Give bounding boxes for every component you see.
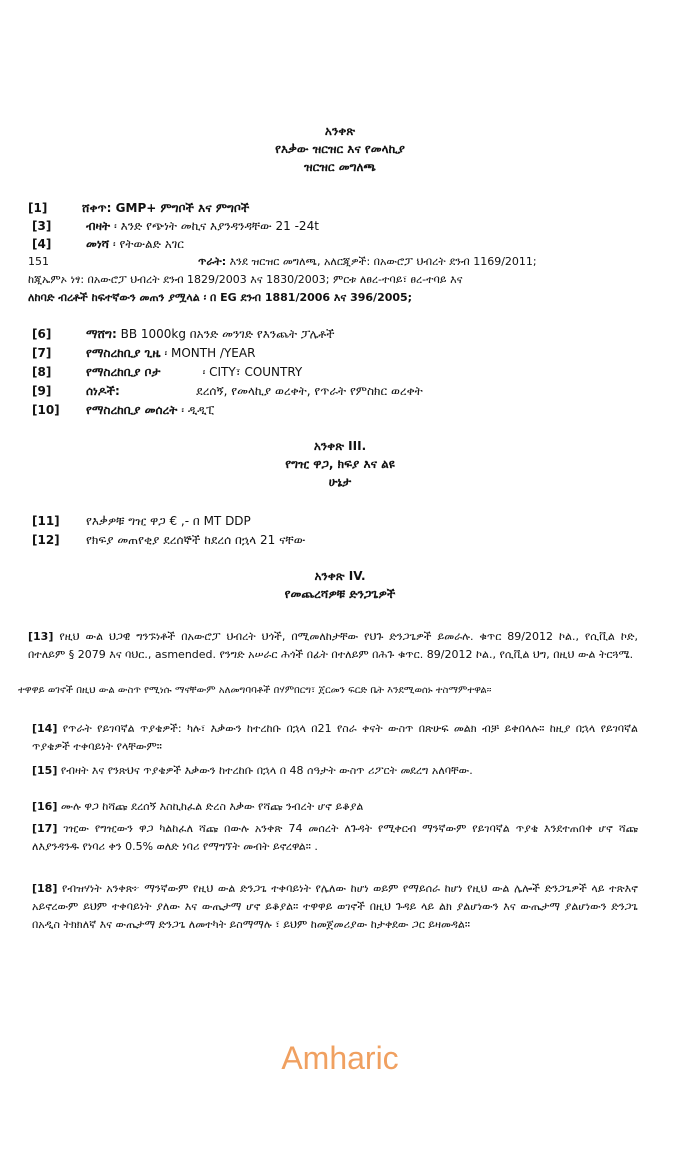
clause-number: [6] bbox=[32, 327, 52, 341]
clause-label: የማስረከቢያ ጊዜ bbox=[86, 346, 161, 360]
heading-line: የግዢ ዋጋ, ክፍያ እና ልዩ bbox=[285, 457, 395, 471]
heading-line: ሁኔታ bbox=[328, 475, 352, 489]
clause-text-line: ለከባድ ብረቶች ከፍተኛውን መጠን ያሟላል ፡ በ EG ደንብ 1881/2006 እና 396/2005; bbox=[28, 291, 413, 304]
clause-value: ደረሰኝ, የመላኪያ ወረቀት, የጥራት የምስክር ወረቀት bbox=[119, 384, 423, 398]
clause-label: ሰነዶች: bbox=[86, 384, 120, 398]
clause-text: የክፍያ መጠየቂያ ደረሰኞች ከደረሰ በኋላ 21 ናቸው bbox=[86, 533, 306, 547]
clause-13-extra: ተዋዋይ ወገኖች በዚህ ውል ውስጥ የሚነሱ ማናቸውም አለመግባባቶች በሃምበርግ፣ ጀርመን ፍርድ ቤት እንደሚወሰኑ ተስማምተዋል። bbox=[18, 685, 492, 696]
clause-number: [11] bbox=[32, 514, 60, 528]
clause-item-1 bbox=[28, 200, 249, 216]
clause-item-10 bbox=[32, 402, 214, 418]
clause-number: [15] bbox=[32, 764, 58, 777]
heading-line: አንቀጽ III. bbox=[313, 439, 367, 453]
clause-value: GMP+ ምግቦች እና ምግቦች bbox=[111, 201, 250, 215]
clause-item-12 bbox=[32, 532, 305, 548]
clause-item-4 bbox=[32, 236, 184, 252]
clause-label: የማስረከቢያ መሰረት bbox=[86, 403, 178, 417]
clause-16 bbox=[32, 798, 638, 816]
clause-text: የጥራት የይገባኛል ጥያቄዎች: ካሉ፣ እቃውን ከተረከቡ በኋላ በ21 የስራ ቀናት ውስጥ በጽሁፍ መልክ ብቻ ይቀበላሉ። ከዚያ በኋላ የይገባኛል ጥያቄዎች ተቀባይነት የላቸውም። bbox=[32, 722, 639, 753]
clause-number: [7] bbox=[32, 346, 52, 360]
clause-item-7 bbox=[32, 345, 255, 361]
clause-label: ሸቀጥ: bbox=[82, 201, 112, 215]
clause-text: የእቃዎቹ ግዢ ዋጋ € ,- በ MT DDP bbox=[86, 514, 251, 528]
clause-number: [17] bbox=[32, 822, 58, 835]
clause-number: [8] bbox=[32, 365, 52, 379]
clause-value: BB 1000kg በአንድ መንገድ የእንጨት ፓሌቶች bbox=[116, 327, 335, 341]
section-heading-1 bbox=[0, 122, 680, 176]
clause-number: [10] bbox=[32, 403, 60, 417]
clause-value: ፡ እንድ የጭነት መኪና እያንዳንዳቸው 21 -24t bbox=[110, 219, 319, 233]
clause-text: የብዝሃነት አንቀጽ፦ ማንኛውም የዚህ ውል ድንጋጌ ተቀባይነት የሌለው ከሆነ ወይም የማይሰራ ከሆነ የዚህ ውል ሌሎች ድንጋጌዎች ላይ ተጽእኖ አይኖረውም ይህም ተቀባይነት ያለው እና ውጤታማ ሆኖ ይቆያል። ተዋዋይ ወገኖች በዚህ ጉዳይ ላይ ልክ ያልሆነውን እና ውጤታማ ያልሆነውን ድንጋጌ በአዲስ ትክክለኛ እና ውጤታማ ድንጋጌ ለመተካት ይስማማሉ ፣ ይህም ከመጀመሪያው ከታቀደው ጋር ይዛመዳል። bbox=[32, 882, 638, 931]
clause-text: የብዛት እና የንጽህና ጥያቄዎች እቃውን ከተረከቡ በኋላ በ 48 ሰዓታት ውስጥ ሪፖርት መደረግ አለባቸው. bbox=[60, 764, 473, 777]
clause-14 bbox=[32, 720, 638, 756]
clause-number: [14] bbox=[32, 722, 58, 735]
heading-line: የእቃው ዝርዝር እና የመላኪያ bbox=[275, 142, 405, 156]
clause-number: [3] bbox=[32, 219, 52, 233]
clause-18 bbox=[32, 880, 638, 934]
clause-value: ፡ የትውልድ አገር bbox=[109, 237, 184, 251]
heading-line: አንቀጽ IV. bbox=[314, 569, 366, 583]
clause-value: ፡ CITY፣ COUNTRY bbox=[160, 365, 303, 379]
clause-item-11 bbox=[32, 513, 251, 529]
clause-label: ብዛት bbox=[86, 219, 111, 233]
clause-label: ጥራት: bbox=[198, 255, 227, 268]
clause-number: [18] bbox=[32, 882, 58, 895]
clause-label: ማሸግ: bbox=[86, 327, 117, 341]
clause-text: ሙሉ ዋጋ ከሻጩ ደረሰኝ እስኪከፈል ድረስ እቃው የሻጩ ንብረት ሆኖ ይቆያል bbox=[60, 800, 364, 813]
clause-item-9 bbox=[32, 383, 423, 399]
clause-13 bbox=[28, 628, 638, 664]
clause-value: ፡ ዲዲፒ bbox=[177, 403, 215, 417]
clause-item-151 bbox=[28, 254, 537, 270]
clause-number: 151 bbox=[28, 255, 49, 268]
clause-label: መነሻ bbox=[86, 237, 110, 251]
clause-number: [13] bbox=[28, 630, 54, 643]
clause-17 bbox=[32, 820, 638, 856]
heading-line: ዝርዝር መግለጫ bbox=[304, 160, 376, 174]
clause-number: [1] bbox=[28, 201, 48, 215]
clause-text: እንደ ዝርዝር መግለጫ, አለርጂዎች: በአውሮፓ ህብረት ደንብ 1169/2011; bbox=[229, 255, 537, 268]
brand-label: Amharic bbox=[281, 1040, 399, 1076]
clause-number: [12] bbox=[32, 533, 60, 547]
clause-text-line: ከጂኤምኦ ነፃ: በአውሮፓ ህብረት ደንብ 1829/2003 እና 1830/2003; ምርቱ ለፀረ-ተባይ፣ ፀረ-ተባይ እና bbox=[28, 273, 463, 286]
clause-item-3 bbox=[32, 218, 319, 234]
clause-number: [4] bbox=[32, 237, 52, 251]
clause-text: ገዢው የግዢውን ዋጋ ካልከፈለ ሻጩ በውሉ አንቀጽ 74 መሰረት ለጉዳት የሚቀርብ ማንኛውም የይገባኛል ጥያቄ እንደተጠበቀ ሆኖ ሻጩ ለእያንዳንዱ የነባሪ ቀን 0.5% ወለድ ነባሪ የማግኘት መብት ይኖረዋል። . bbox=[32, 822, 638, 853]
clause-value: ፡ MONTH /YEAR bbox=[160, 346, 256, 360]
clause-number: [9] bbox=[32, 384, 52, 398]
heading-line: አንቀጽ bbox=[324, 124, 356, 138]
clause-item-8 bbox=[32, 364, 302, 380]
clause-15 bbox=[32, 762, 622, 780]
clause-number: [16] bbox=[32, 800, 58, 813]
heading-line: የመጨረሻዎቹ ድንጋጌዎች bbox=[284, 587, 396, 601]
section-heading-4 bbox=[0, 567, 680, 603]
clause-text: የዚህ ውል ህጋዊ ግንኙነቶች በአውሮፓ ህብረት ህጎች, በሚመለከታቸው የህጉ ድንጋጌዎች ይመራሉ. ቁጥር 89/2012 ኮል., የሲቪል ኮድ, በተለይም § 2079 እና ባህር., asmended. የንግድ አሠራር ሕጎች በፊት በተለይም በሕጉ ቁጥር. 89/2012 ኮል., የሲቪል ህግ, በዚህ ውል ትርጓሜ. bbox=[28, 630, 639, 661]
clause-item-6 bbox=[32, 326, 335, 342]
section-heading-3 bbox=[0, 437, 680, 491]
clause-label: የማስረከቢያ ቦታ bbox=[86, 365, 161, 379]
